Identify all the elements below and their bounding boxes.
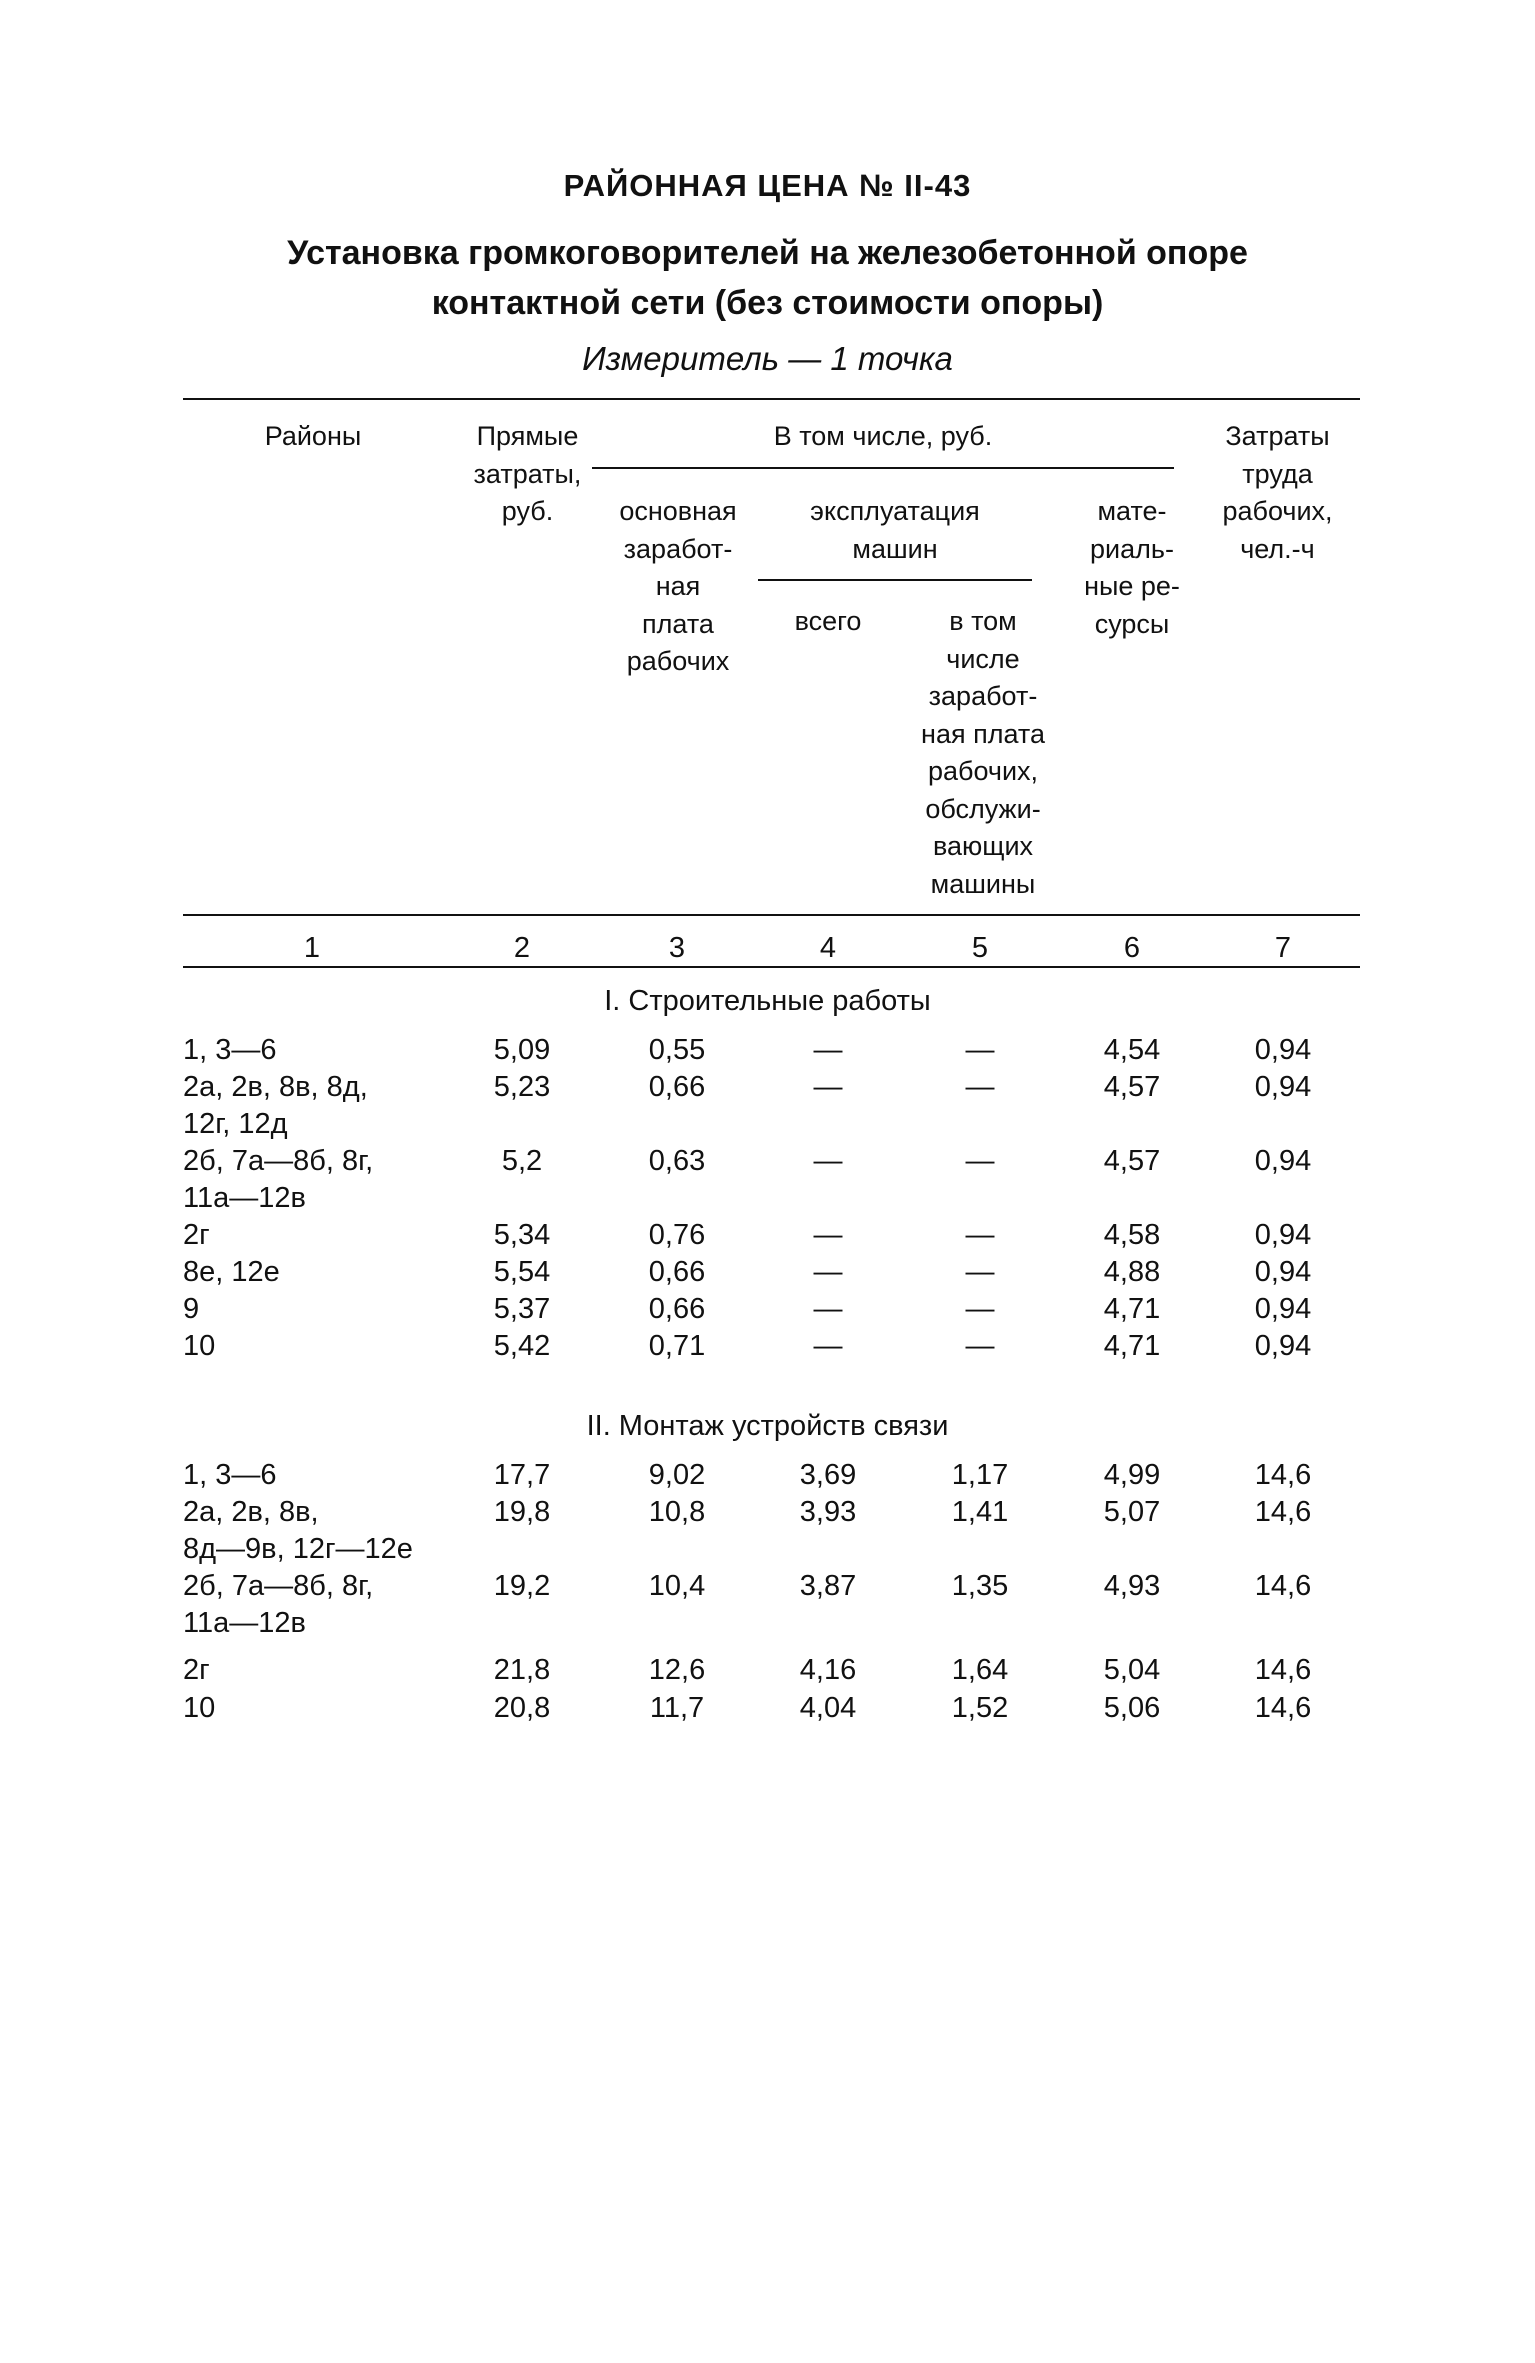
table-cell-col-6: 4,58 bbox=[1103, 1219, 1161, 1251]
table-cell-col-4: — bbox=[813, 1219, 843, 1251]
machines-header-rule bbox=[758, 579, 1032, 581]
header-material-resources: мате- риаль- ные ре- сурсы bbox=[1084, 496, 1180, 639]
table-cell-col-3: 0,66 bbox=[648, 1293, 706, 1325]
table-cell-col-2: 5,2 bbox=[501, 1145, 543, 1177]
table-cell-col-6: 4,93 bbox=[1103, 1570, 1161, 1602]
table-row-region: 2б, 7а—8б, 8г, 11а—12в bbox=[183, 1145, 374, 1214]
table-cell-col-5: 1,35 bbox=[951, 1570, 1009, 1602]
table-cell-col-3: 10,4 bbox=[648, 1570, 706, 1602]
table-cell-col-6: 4,57 bbox=[1103, 1145, 1161, 1177]
table-cell-col-3: 10,8 bbox=[648, 1496, 706, 1528]
table-cell-col-7: 0,94 bbox=[1254, 1330, 1312, 1362]
table-cell-col-2: 19,2 bbox=[493, 1570, 551, 1602]
table-cell-col-6: 5,06 bbox=[1103, 1692, 1161, 1724]
table-cell-col-3: 0,71 bbox=[648, 1330, 706, 1362]
table-cell-col-5: — bbox=[965, 1219, 995, 1251]
number-row-bottom-rule bbox=[183, 966, 1360, 968]
header-bottom-rule bbox=[183, 914, 1360, 916]
header-machines-total: всего bbox=[794, 606, 862, 636]
title-line-1: Установка громкоговорителей на железобетонной опоре bbox=[287, 234, 1248, 272]
table-cell-col-2: 20,8 bbox=[493, 1692, 551, 1724]
table-cell-col-7: 0,94 bbox=[1254, 1145, 1312, 1177]
table-row-region: 2а, 2в, 8в, 8д—9в, 12г—12е bbox=[183, 1496, 413, 1565]
table-cell-col-5: 1,41 bbox=[951, 1496, 1009, 1528]
table-cell-col-2: 5,34 bbox=[493, 1219, 551, 1251]
table-cell-col-4: 3,87 bbox=[799, 1570, 857, 1602]
section-title: II. Монтаж устройств связи bbox=[586, 1410, 949, 1442]
table-cell-col-7: 0,94 bbox=[1254, 1293, 1312, 1325]
table-cell-col-2: 17,7 bbox=[493, 1459, 551, 1491]
table-cell-col-7: 0,94 bbox=[1254, 1256, 1312, 1288]
table-row-region: 1, 3—6 bbox=[183, 1034, 277, 1066]
table-cell-col-6: 4,71 bbox=[1103, 1293, 1161, 1325]
table-row-region: 2г bbox=[183, 1219, 210, 1251]
table-cell-col-4: — bbox=[813, 1071, 843, 1103]
table-cell-col-5: — bbox=[965, 1330, 995, 1362]
table-cell-col-4: — bbox=[813, 1145, 843, 1177]
column-number-6: 6 bbox=[1123, 932, 1141, 964]
table-cell-col-7: 14,6 bbox=[1254, 1459, 1312, 1491]
header-labor-costs: Затраты труда рабочих, чел.-ч bbox=[1222, 421, 1333, 564]
section-title: I. Строительные работы bbox=[604, 985, 931, 1017]
table-cell-col-5: — bbox=[965, 1034, 995, 1066]
table-cell-col-4: 3,93 bbox=[799, 1496, 857, 1528]
document-title bbox=[0, 228, 1535, 328]
table-row-region: 2б, 7а—8б, 8г, 11а—12в bbox=[183, 1570, 374, 1639]
table-cell-col-2: 19,8 bbox=[493, 1496, 551, 1528]
column-number-4: 4 bbox=[819, 932, 837, 964]
table-row-region: 2г bbox=[183, 1654, 210, 1686]
table-row-region: 1, 3—6 bbox=[183, 1459, 277, 1491]
table-cell-col-5: — bbox=[965, 1256, 995, 1288]
table-cell-col-7: 14,6 bbox=[1254, 1654, 1312, 1686]
table-cell-col-7: 14,6 bbox=[1254, 1692, 1312, 1724]
table-cell-col-3: 0,66 bbox=[648, 1071, 706, 1103]
table-cell-col-5: 1,17 bbox=[951, 1459, 1009, 1491]
column-number-2: 2 bbox=[513, 932, 531, 964]
table-cell-col-2: 5,09 bbox=[493, 1034, 551, 1066]
table-cell-col-3: 0,76 bbox=[648, 1219, 706, 1251]
table-cell-col-5: 1,64 bbox=[951, 1654, 1009, 1686]
table-cell-col-3: 11,7 bbox=[649, 1692, 705, 1724]
table-cell-col-4: — bbox=[813, 1330, 843, 1362]
table-cell-col-7: 14,6 bbox=[1254, 1496, 1312, 1528]
table-cell-col-5: 1,52 bbox=[951, 1692, 1009, 1724]
column-number-3: 3 bbox=[668, 932, 686, 964]
table-cell-col-5: — bbox=[965, 1145, 995, 1177]
table-cell-col-6: 5,07 bbox=[1103, 1496, 1161, 1528]
table-cell-col-3: 12,6 bbox=[648, 1654, 706, 1686]
header-machine-operation: эксплуатация машин bbox=[810, 496, 980, 564]
document-number: РАЙОННАЯ ЦЕНА № II-43 bbox=[563, 168, 972, 203]
column-number-7: 7 bbox=[1274, 932, 1292, 964]
table-cell-col-3: 0,55 bbox=[648, 1034, 706, 1066]
table-cell-col-4: 4,04 bbox=[799, 1692, 857, 1724]
header-machine-operators-wage: в том числе заработ- ная плата рабочих, обслужи- вающих машины bbox=[921, 606, 1045, 899]
table-cell-col-2: 21,8 bbox=[493, 1654, 551, 1686]
table-cell-col-2: 5,37 bbox=[493, 1293, 551, 1325]
table-cell-col-6: 5,04 bbox=[1103, 1654, 1161, 1686]
table-cell-col-2: 5,54 bbox=[493, 1256, 551, 1288]
table-row-region: 8е, 12е bbox=[183, 1256, 280, 1288]
measure-unit: Измеритель — 1 точка bbox=[582, 340, 953, 377]
table-cell-col-6: 4,99 bbox=[1103, 1459, 1161, 1491]
table-cell-col-2: 5,42 bbox=[493, 1330, 551, 1362]
header-including-rub: В том числе, руб. bbox=[773, 421, 993, 451]
table-row-region: 2а, 2в, 8в, 8д, 12г, 12д bbox=[183, 1071, 368, 1140]
table-cell-col-3: 0,63 bbox=[648, 1145, 706, 1177]
table-row-region: 10 bbox=[183, 1692, 216, 1724]
column-number-1: 1 bbox=[303, 932, 321, 964]
table-cell-col-6: 4,57 bbox=[1103, 1071, 1161, 1103]
table-cell-col-7: 0,94 bbox=[1254, 1071, 1312, 1103]
table-cell-col-3: 9,02 bbox=[648, 1459, 706, 1491]
table-cell-col-4: — bbox=[813, 1293, 843, 1325]
table-cell-col-7: 14,6 bbox=[1254, 1570, 1312, 1602]
column-number-5: 5 bbox=[971, 932, 989, 964]
group-header-rule bbox=[592, 467, 1174, 469]
table-row-region: 9 bbox=[183, 1293, 200, 1325]
table-cell-col-4: — bbox=[813, 1034, 843, 1066]
header-direct-costs: Прямые затраты, руб. bbox=[473, 421, 582, 526]
table-row-region: 10 bbox=[183, 1330, 216, 1362]
table-cell-col-6: 4,71 bbox=[1103, 1330, 1161, 1362]
title-line-2: контактной сети (без стоимости опоры) bbox=[431, 284, 1104, 322]
table-cell-col-6: 4,88 bbox=[1103, 1256, 1161, 1288]
table-cell-col-4: 4,16 bbox=[799, 1654, 857, 1686]
table-cell-col-5: — bbox=[965, 1071, 995, 1103]
table-cell-col-4: 3,69 bbox=[799, 1459, 857, 1491]
header-base-wage: основная заработ- ная плата рабочих bbox=[619, 496, 737, 676]
header-regions: Районы bbox=[264, 421, 362, 451]
table-cell-col-3: 0,66 bbox=[648, 1256, 706, 1288]
table-cell-col-4: — bbox=[813, 1256, 843, 1288]
table-cell-col-7: 0,94 bbox=[1254, 1219, 1312, 1251]
table-cell-col-5: — bbox=[965, 1293, 995, 1325]
table-cell-col-7: 0,94 bbox=[1254, 1034, 1312, 1066]
table-cell-col-6: 4,54 bbox=[1103, 1034, 1161, 1066]
table-cell-col-2: 5,23 bbox=[493, 1071, 551, 1103]
table-top-rule bbox=[183, 398, 1360, 400]
